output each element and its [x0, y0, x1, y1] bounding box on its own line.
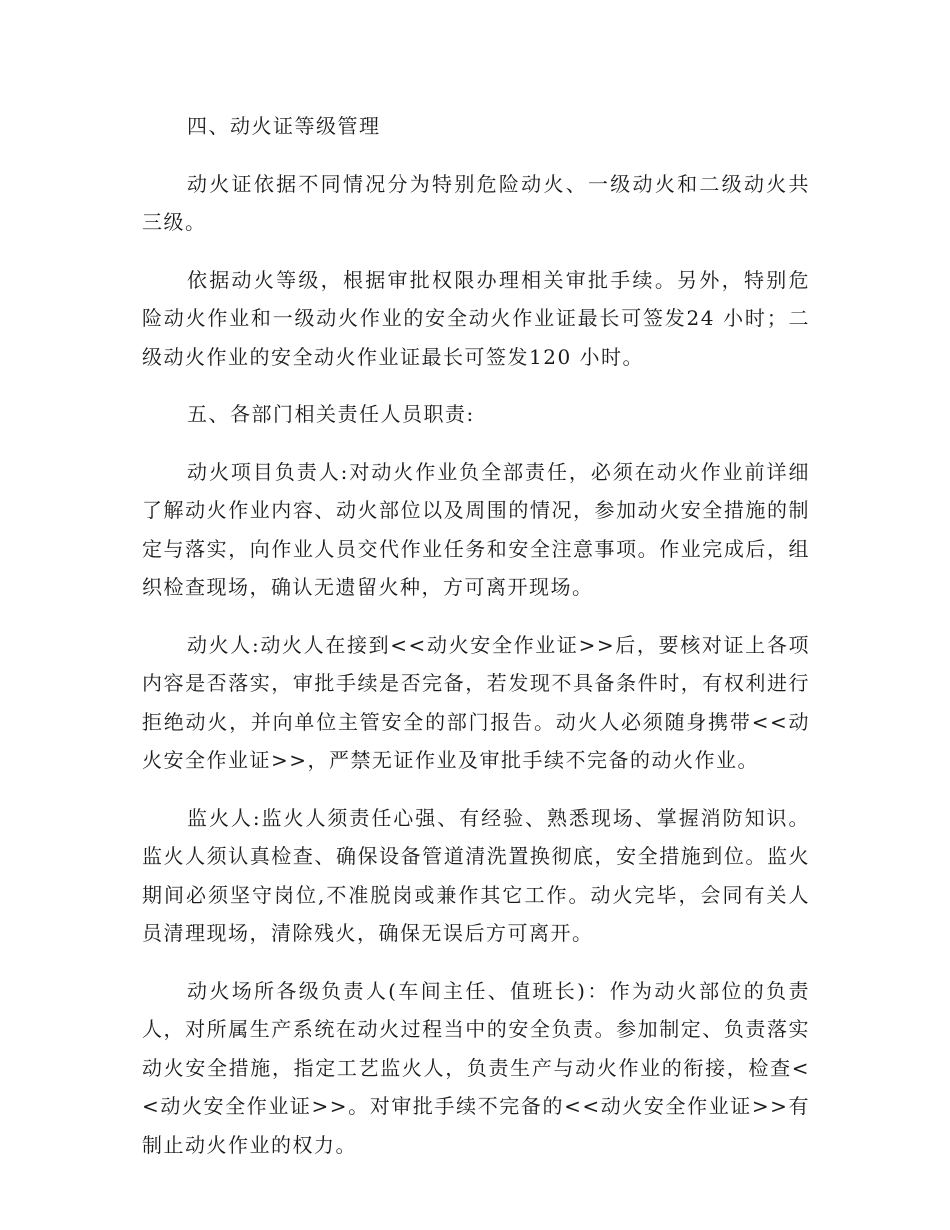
- paragraph-fire-worker: 动火人:动火人在接到<<动火安全作业证>>后，要核对证上各项内容是否落实，审批手续是否完备，若发现不具备条件时，有权利进行拒绝动火，并向单位主管安全的部门报告。动火人必须随身携带<<动火安全作业证>>，严禁无证作业及审批手续不完备的动火作业。: [142, 632, 810, 772]
- paragraph-site-supervisor: 动火场所各级负责人(车间主任、值班长)：作为动火部位的负责人，对所属生产系统在动火过程当中的安全负责。参加制定、负责落实动火安全措施，指定工艺监火人，负责生产与动火作业的衔接，检查<<动火安全作业证>>。对审批手续不完备的<<动火安全作业证>>有制止动火作业的权力。: [142, 978, 810, 1157]
- paragraph-project-leader: 动火项目负责人:对动火作业负全部责任，必须在动火作业前详细了解动火作业内容、动火部位以及周围的情况，参加动火安全措施的制定与落实，向作业人员交代作业任务和安全注意事项。作业完成后，组织检查现场，确认无遗留火种，方可离开现场。: [142, 459, 810, 599]
- paragraph-permit-validity: 依据动火等级，根据审批权限办理相关审批手续。另外，特别危险动火作业和一级动火作业的安全动火作业证最长可签发24 小时；二级动火作业的安全动火作业证最长可签发120 小时。: [142, 267, 810, 369]
- section-heading-responsibilities: 五、各部门相关责任人员职责:: [187, 402, 475, 426]
- paragraph-fire-watcher: 监火人:监火人须责任心强、有经验、熟悉现场、掌握消防知识。监火人须认真检查、确保设备管道清洗置换彻底，安全措施到位。监火期间必须坚守岗位,不准脱岗或兼作其它工作。动火完毕，会同有关人员清理现场，清除残火，确保无误后方可离开。: [142, 805, 810, 945]
- paragraph-permit-classes: 动火证依据不同情况分为特别危险动火、一级动火和二级动火共三级。: [142, 171, 810, 234]
- section-heading-permit-levels: 四、动火证等级管理: [187, 114, 381, 138]
